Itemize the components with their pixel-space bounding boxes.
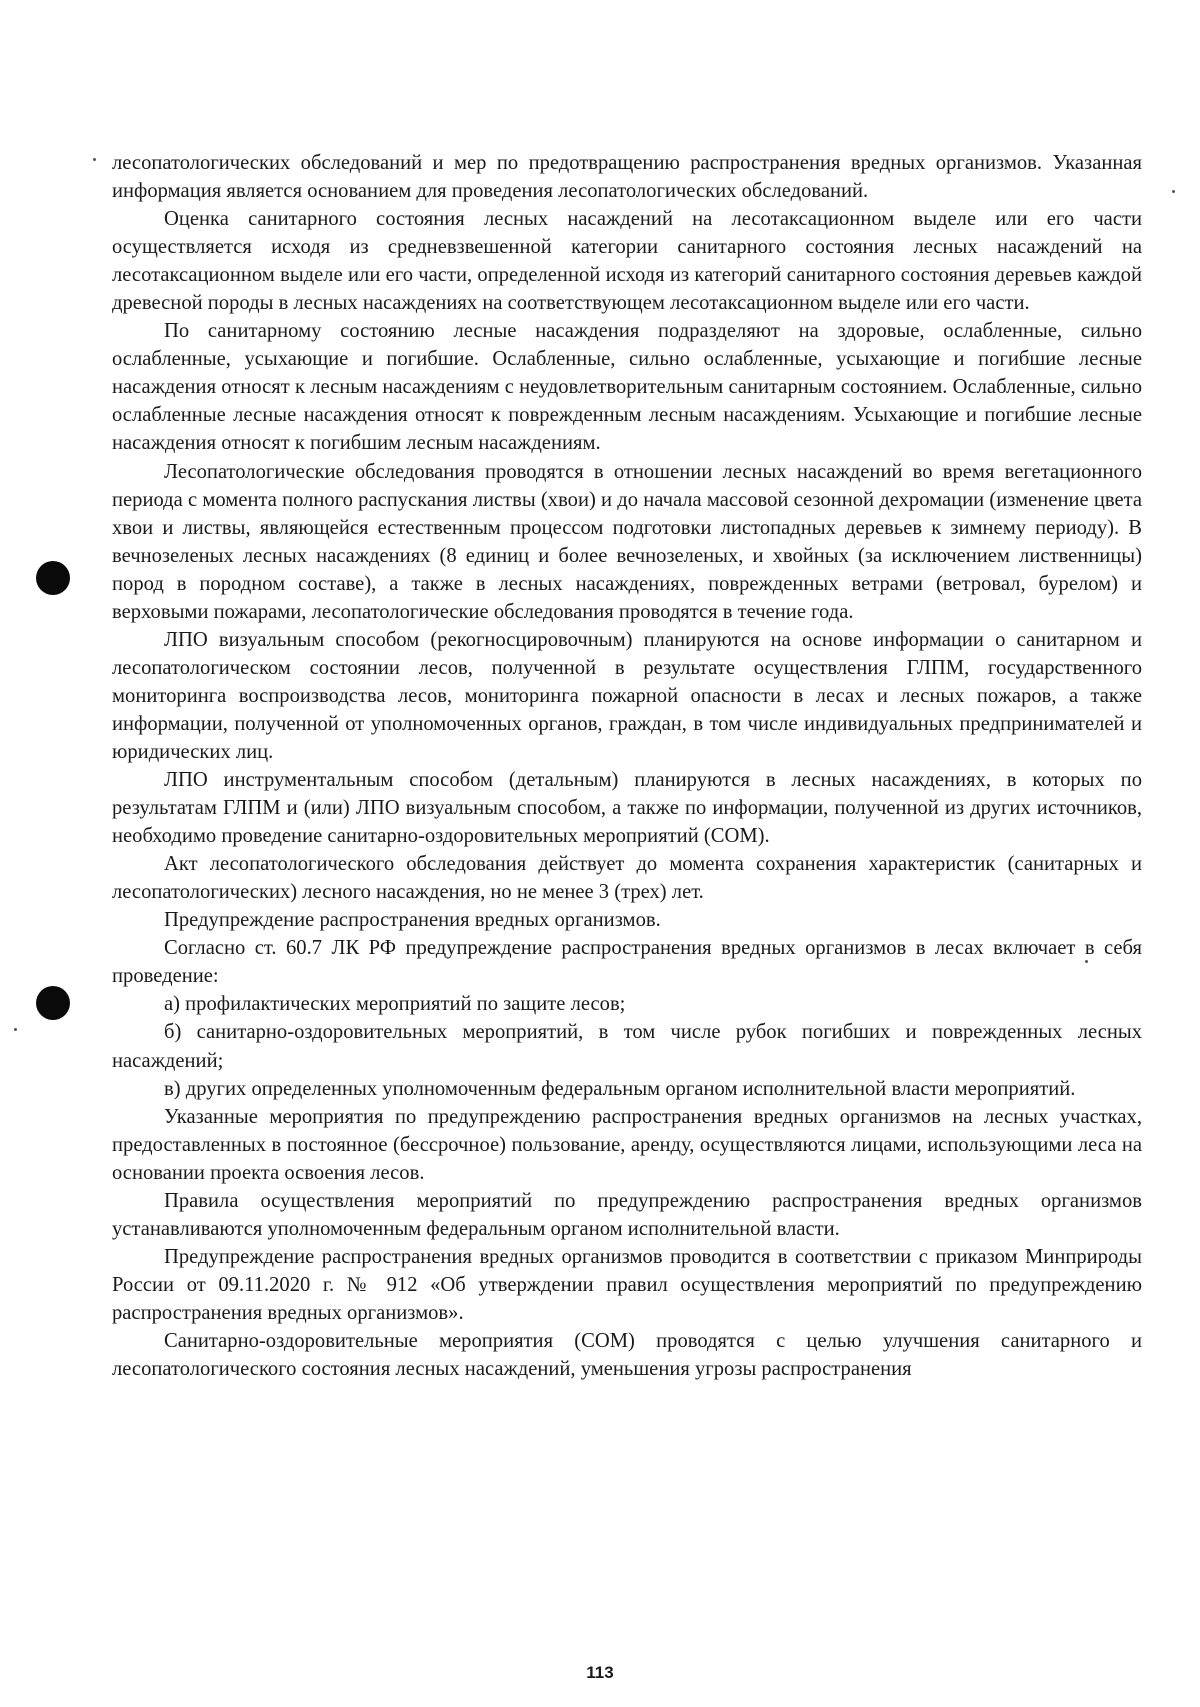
paragraph: лесопатологических обследований и мер по предотвращению распространения вредных организмов. Указанная информация является основанием для проведения лесопатологических обследований.: [112, 152, 1142, 203]
paragraph: Согласно ст. 60.7 ЛК РФ предупреждение распространения вредных организмов в лесах включает в себя проведение:: [112, 937, 1142, 988]
scan-speck: [14, 1028, 17, 1031]
scan-speck: [1172, 190, 1175, 193]
section-heading: Предупреждение распространения вредных организмов.: [164, 909, 661, 932]
list-item: а) профилактических мероприятий по защите лесов;: [164, 993, 626, 1016]
paragraph: Санитарно-оздоровительные мероприятия (СОМ) проводятся с целью улучшения санитарного и лесопатологического состояния лесных насаждений, уменьшения угрозы распространения: [112, 1329, 1142, 1381]
list-item: в) других определенных уполномоченным федеральным органом исполнительной власти мероприятий.: [164, 1077, 1076, 1100]
paragraph: По санитарному состоянию лесные насаждения подразделяют на здоровые, ослабленные, сильно ослабленные, усыхающие и погибшие. Ослабленные, сильно ослабленные, усыхающие и погибшие лесные насаждения относят к лесным насаждениям с неудовлетворительным санитарным состоянием. Ослабленные, сильно ослабленные лесные насаждения относят к поврежденным лесным насаждениям. Усыхающие и погибшие лесные насаждения относят к погибшим лесным насаждениям.: [112, 320, 1142, 455]
page-number: 113: [586, 1663, 614, 1682]
paragraph: ЛПО инструментальным способом (детальным) планируются в лесных насаждениях, в которых по результатам ГЛПМ и (или) ЛПО визуальным способом, а также по информации, полученной из других источников, необходимо проведение санитарно-оздоровительных мероприятий (СОМ).: [112, 769, 1142, 848]
paragraph: Правила осуществления мероприятий по предупреждению распространения вредных организмов устанавливаются уполномоченным федеральным органом исполнительной власти.: [112, 1189, 1142, 1240]
punch-hole-top: [36, 561, 70, 595]
paragraph: Акт лесопатологического обследования действует до момента сохранения характеристик (санитарных и лесопатологических) лесного насаждения, но не менее 3 (трех) лет.: [112, 853, 1142, 904]
paragraph: Оценка санитарного состояния лесных насаждений на лесотаксационном выделе или его части осуществляется исходя из средневзвешенной категории санитарного состояния лесных насаждений на лесотаксационном выделе или его части, определенной исходя из категорий санитарного состояния деревьев каждой древесной породы в лесных насаждениях на соответствующем лесотаксационном выделе или его части.: [112, 208, 1142, 315]
paragraph: Предупреждение распространения вредных организмов проводится в соответствии с приказом Минприроды России от 09.11.2020 г. № 912 «Об утверждении правил осуществления мероприятий по предупреждению распространения вредных организмов».: [112, 1245, 1142, 1324]
scan-speck: [93, 158, 96, 161]
punch-hole-bottom: [36, 986, 70, 1020]
paragraph: ЛПО визуальным способом (рекогносцировочным) планируются на основе информации о санитарном и лесопатологическом состоянии лесов, полученной в результате осуществления ГЛПМ, государственного мониторинга воспроизводства лесов, мониторинга пожарной опасности в лесах и лесных пожаров, а также информации, полученной от уполномоченных органов, граждан, в том числе индивидуальных предпринимателей и юридических лиц.: [112, 628, 1142, 763]
document-body: [112, 149, 1142, 1383]
paragraph: Указанные мероприятия по предупреждению распространения вредных организмов на лесных участках, предоставленных в постоянное (бессрочное) пользование, аренду, осуществляются лицами, использующими леса на основании проекта освоения лесов.: [112, 1105, 1142, 1184]
list-item: б) санитарно-оздоровительных мероприятий, в том числе рубок погибших и поврежденных лесных насаждений;: [112, 1021, 1142, 1072]
paragraph: Лесопатологические обследования проводятся в отношении лесных насаждений во время вегетационного периода с момента полного распускания листвы (хвои) и до начала массовой сезонной дехромации (изменение цвета хвои и листвы, являющейся естественным процессом подготовки листопадных деревьев к зимнему периоду). В вечнозеленых лесных насаждениях (8 единиц и более вечнозеленых, и хвойных (за исключением лиственницы) пород в породном составе), а также в лесных насаждениях, поврежденных ветрами (ветровал, бурелом) и верховыми пожарами, лесопатологические обследования проводятся в течение года.: [112, 460, 1142, 623]
